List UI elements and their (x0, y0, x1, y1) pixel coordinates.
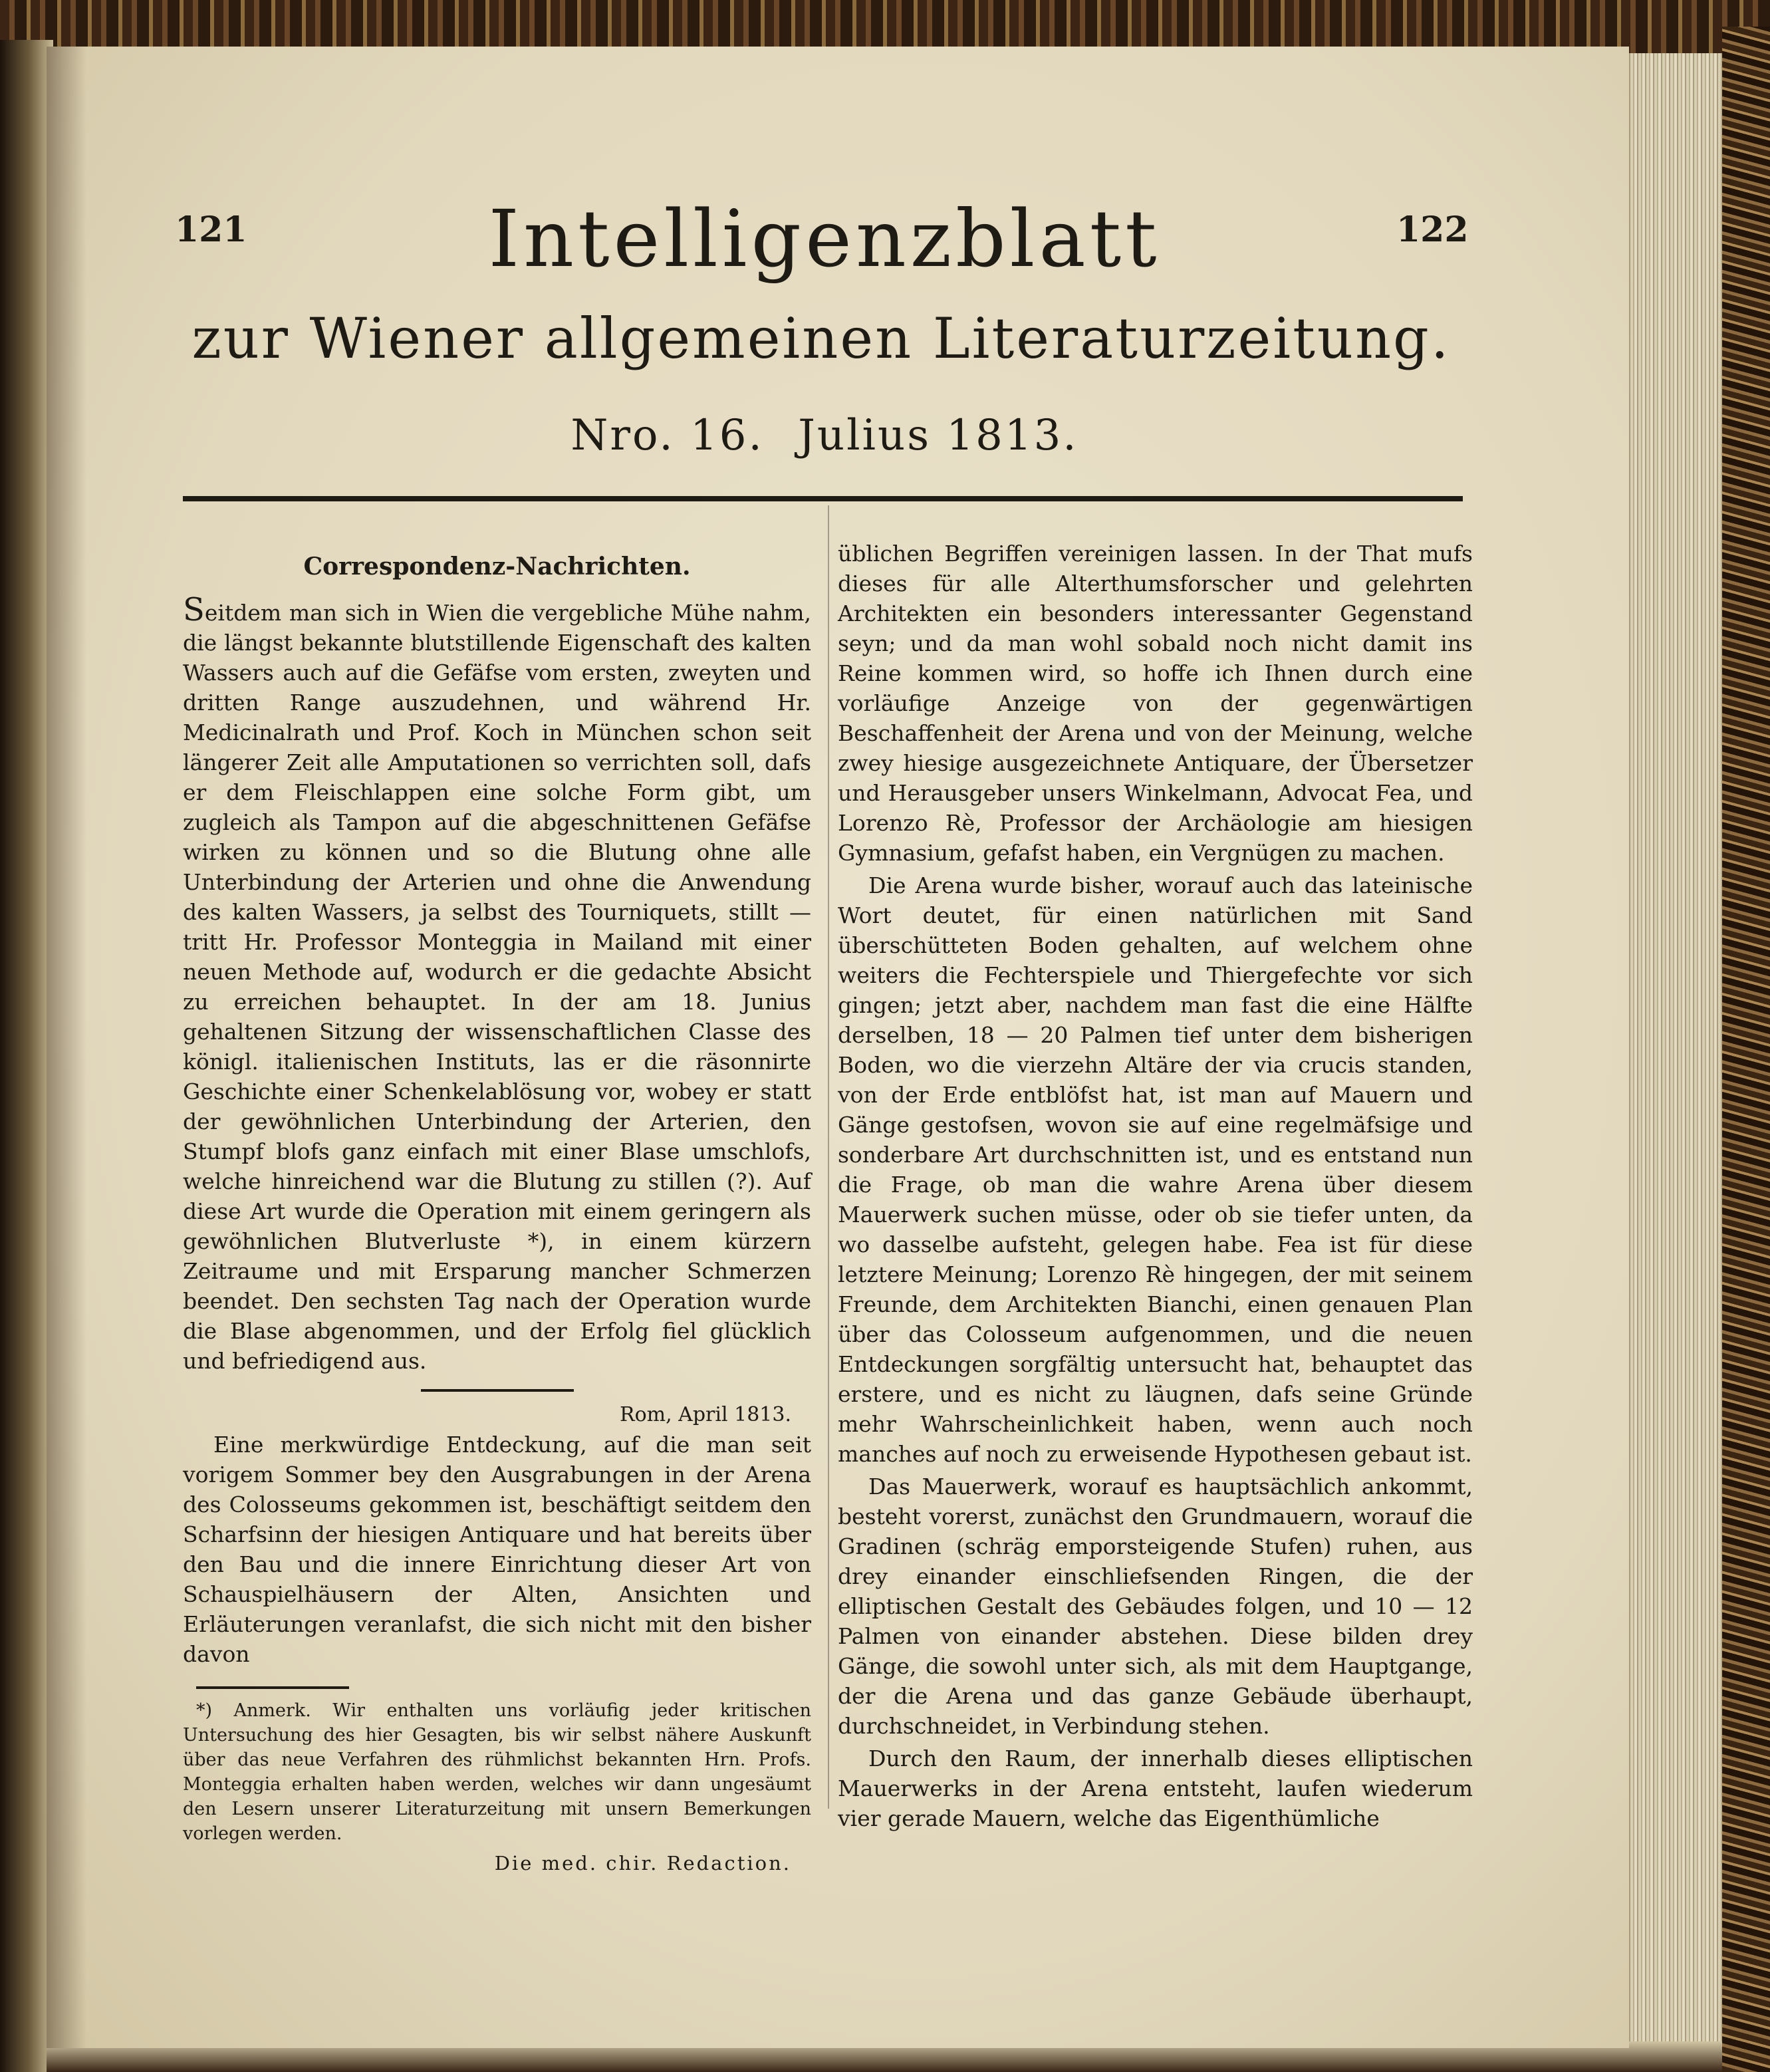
editor-signature: Die med. chir. Redaction. (494, 1852, 791, 1875)
issue-line (47, 411, 1602, 460)
gutter-shadow (47, 47, 86, 2048)
article-paragraph-1: üblichen Begriffen vereinigen lassen. In der That mufs dieses für alle Alterthumsforscher und gelehrten Architekten ein besonders interessanter Gegenstand seyn; und da man wohl sobald noch nicht damit ins Reine kommen wird, so hoffe ich Ihnen durch eine vorläufige Anzeige von der gegenwärtigen Beschaffenheit der Arena und von der Meinung, welche zwey hiesige ausgezeichnete Antiquare, der Übersetzer und Herausgeber unsers Winkelmann, Advocat Fea, und Lorenzo Rè, Professor der Archäologie am hiesigen Gymnasium, gefafst haben, ein Vergnügen zu machen. (838, 541, 1473, 866)
column-divider (828, 505, 829, 1809)
article-paragraph-3: Das Mauerwerk, worauf es hauptsächlich ankommt, besteht vorerst, zunächst den Grundmauern, worauf die Gradinen (schräg emporsteigende Stufen) ruhen, aus drey einander einschliefsenden Ringen, die der elliptischen Gestalt des Gebäudes folgen, und 10 — 12 Palmen von einander abstehen. Diese bilden drey Gänge, die sowohl unter sich, als mit dem Hauptgange, der die Arena und das ganze Gebäude überhaupt, durchschneidet, in Verbindung stehen. (838, 1474, 1473, 1739)
article-medical: Seitdem man sich in Wien die vergebliche Mühe nahm, die längst bekannte blutstillende Eigenschaft des kalten Wassers auch auf die Gefäfse vom ersten, zweyten und dritten Range auszudehnen, und während Hr. Medicinalrath und Prof. Koch in München schon seit längerer Zeit alle Amputationen so verrichten soll, dafs er dem Fleischlappen eine solche Form gibt, um zugleich als Tampon auf die abgeschnittenen Gefäfse wirken zu können und so die Blutung ohne alle Unterbindung der Arterien und ohne die Anwendung des kalten Wassers, ja selbst des Tourniquets, stillt — tritt Hr. Professor Monteggia in Mailand mit einer neuen Methode auf, wodurch er die gedachte Absicht zu erreichen behauptet. In der am 18. Junius gehaltenen Sitzung der wissenschaftlichen Classe des königl. italienischen Instituts, las er die räsonnirte Geschichte einer Schenkelablösung vor, wobey er statt der gewöhnlichen Unterbindung der Arterien, den Stumpf blofs ganz einfach mit einer Blase umschlofs, welche hinreichend war die Blutung zu stillen (?). Auf diese Art wurde die Operation mit einem geringern als gewöhnlichen Blutverluste *), in einem kürzern Zeitraume und mit Ersparung mancher Schmerzen beendet. Den sechsten Tag nach der Operation wurde die Blase abgenommen, und der Erfolg fiel glücklich und befriedigend aus. (183, 591, 811, 1374)
footnote: *) Anmerk. Wir enthalten uns vorläufig jeder kritischen Untersuchung des hier Gesagten, bis wir selbst nähere Auskunft über das neue Verfahren des rühmlichst bekannten Hrn. Profs. Monteggia erhalten haben werden, welches wir dann ungesäumt den Lesern unserer Literaturzeitung mit unsern Bemerkungen vorlegen werden. (183, 1700, 811, 1844)
marbled-book-cover (1722, 27, 1770, 2072)
left-column (183, 545, 811, 1878)
left-facing-page-edge (0, 40, 53, 2072)
masthead-title: Intelligenzblatt (488, 193, 1161, 285)
masthead-subtitle: zur Wiener allgemeinen Literaturzeitung. (191, 306, 1451, 371)
right-column (838, 539, 1473, 1836)
page-number-left: 121 (175, 209, 247, 250)
page-number-right: 122 (1396, 209, 1469, 250)
footnote-rule (196, 1686, 349, 1689)
article-separator (421, 1389, 574, 1392)
article-paragraph-4: Durch den Raum, der innerhalb dieses elliptischen Mauerwerks in der Arena entsteht, laufen wiederum vier gerade Mauern, welche das Eigenthümliche (838, 1746, 1473, 1831)
section-heading: Correspondenz-Nachrichten. (303, 553, 691, 581)
article-colosseum-start: Eine merkwürdige Entdeckung, auf die man seit vorigem Sommer bey den Ausgrabungen in der Arena des Colosseums gekommen ist, beschäftigt seitdem den Scharfsinn der hiesigen Antiquare und hat bereits über den Bau und die innere Einrichtung dieser Art von Schauspielhäusern der Alten, Ansichten und Erläuterungen veranlafst, die sich nicht mit den bisher davon (183, 1432, 811, 1667)
article-paragraph-2: Die Arena wurde bisher, worauf auch das lateinische Wort deutet, für einen natürlichen mit Sand überschütteten Boden gehalten, auf welchem ohne weiters die Fechterspiele und Thiergefechte vor sich gingen; jetzt aber, nachdem man fast die eine Hälfte derselben, 18 — 20 Palmen tief unter dem bisherigen Boden, wo die vierzehn Altäre der via crucis standen, von der Erde entblöfst hat, ist man auf Mauern und Gänge gestofsen, wovon sie auf eine regelmäfsige und sonderbare Art durchschnitten ist, und es entstand nun die Frage, ob man die wahre Arena über diesem Mauerwerk suchen müsse, oder ob sie tiefer unten, da wo dasselbe aufsteht, gelegen habe. Fea ist für diese letztere Meinung; Lorenzo Rè hingegen, der mit seinem Freunde, dem Architekten Bianchi, einen genauen Plan über das Colosseum aufgenommen, und die neuen Entdeckungen sorgfältig untersucht hat, behauptet das erstere, und es nicht zu läugnen, dafs seine Gründe mehr Wahrscheinlichkeit haben, wenn auch noch manches auf noch zu erweisende Hypothesen gebaut ist. (838, 872, 1473, 1467)
header-rule (183, 496, 1463, 501)
page-fore-edge (1622, 53, 1722, 2048)
issue-number: Nro. 16. (570, 411, 764, 460)
dateline: Rom, April 1813. (620, 1403, 791, 1426)
issue-date: Julius 1813. (798, 411, 1078, 460)
newspaper-page (47, 47, 1629, 2048)
